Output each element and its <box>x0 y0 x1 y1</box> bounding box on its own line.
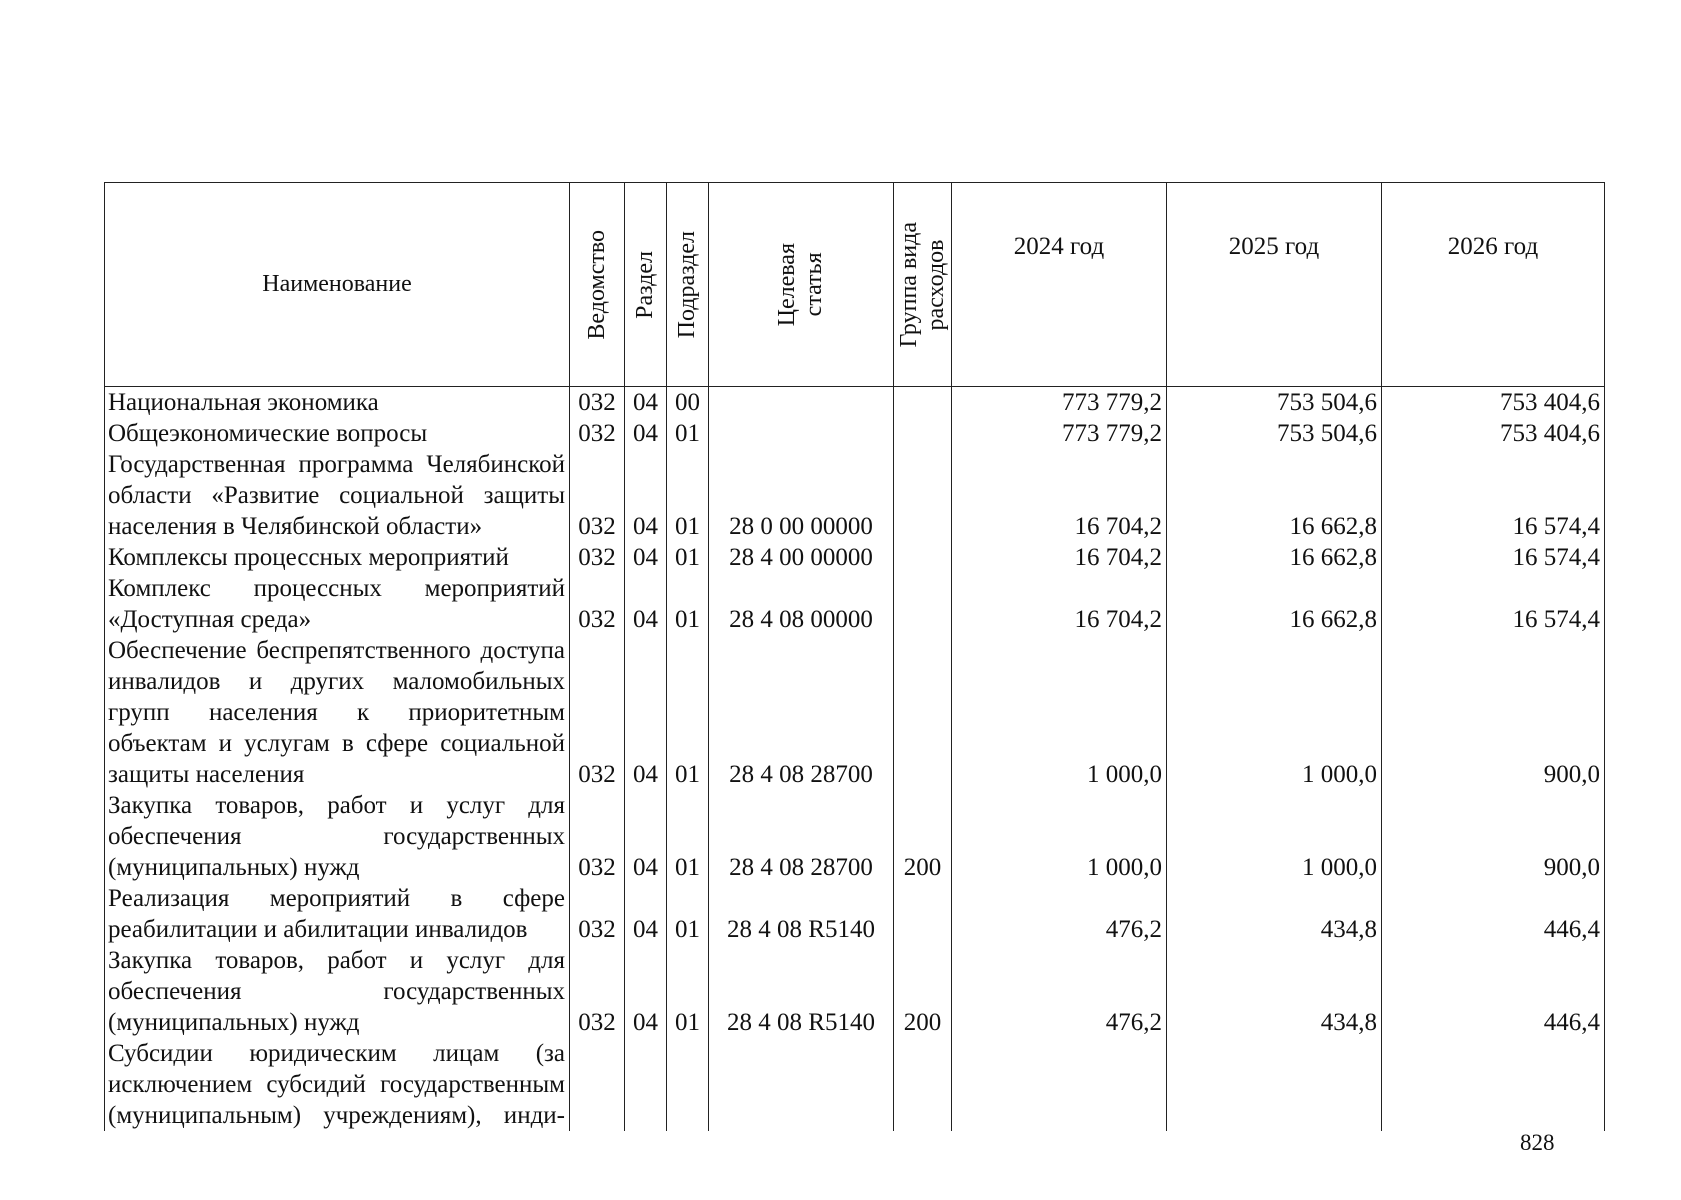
row-target <box>709 1038 894 1131</box>
header-group-label <box>896 222 950 347</box>
row-section: 04 <box>625 542 667 573</box>
row-target: 28 4 00 00000 <box>709 542 894 573</box>
row-section: 04 <box>625 573 667 635</box>
row-value-2025: 434,8 <box>1167 945 1382 1038</box>
row-subsection: 00 <box>667 387 709 419</box>
row-section: 04 <box>625 449 667 542</box>
row-subsection: 01 <box>667 883 709 945</box>
row-value-2026 <box>1382 1038 1605 1131</box>
table-body <box>105 387 1605 1132</box>
row-group <box>894 635 952 790</box>
row-value-2024 <box>952 1038 1167 1131</box>
row-dept: 032 <box>570 449 625 542</box>
header-subsection <box>667 183 709 387</box>
row-subsection: 01 <box>667 945 709 1038</box>
header-group-line-2: расходов <box>922 239 949 330</box>
row-subsection: 01 <box>667 542 709 573</box>
row-target <box>709 418 894 449</box>
header-subsection-label: Подраздел <box>674 230 700 339</box>
row-value-2025: 434,8 <box>1167 883 1382 945</box>
row-subsection: 01 <box>667 635 709 790</box>
row-name: Реализация мероприятий в сфере реабилитации и абилитации инвалидов <box>105 883 570 945</box>
row-name: Комплексы процессных мероприятий <box>105 542 570 573</box>
row-name: Национальная экономика <box>105 387 570 419</box>
header-group-line-1: Группа вида <box>895 221 922 348</box>
row-value-2026: 16 574,4 <box>1382 573 1605 635</box>
table-row <box>105 945 1605 1038</box>
row-group <box>894 542 952 573</box>
row-name: Закупка товаров, работ и услуг для обеспечения государственных (муниципальных) нужд <box>105 790 570 883</box>
row-value-2026: 16 574,4 <box>1382 542 1605 573</box>
row-dept: 032 <box>570 387 625 419</box>
header-section-label: Раздел <box>632 250 658 319</box>
row-value-2025: 753 504,6 <box>1167 387 1382 419</box>
row-section: 04 <box>625 945 667 1038</box>
table-row <box>105 449 1605 542</box>
header-year-2025: 2025 год <box>1167 183 1382 387</box>
row-value-2024: 476,2 <box>952 883 1167 945</box>
row-value-2024: 16 704,2 <box>952 449 1167 542</box>
row-value-2024: 1 000,0 <box>952 635 1167 790</box>
row-name: Государственная программа Челябинской области «Развитие социальной защиты населения в Челябинской области» <box>105 449 570 542</box>
row-subsection <box>667 1038 709 1131</box>
row-target: 28 4 08 28700 <box>709 635 894 790</box>
row-group <box>894 387 952 419</box>
row-value-2024: 1 000,0 <box>952 790 1167 883</box>
row-value-2025: 1 000,0 <box>1167 635 1382 790</box>
header-target <box>709 183 894 387</box>
row-dept: 032 <box>570 418 625 449</box>
row-dept: 032 <box>570 945 625 1038</box>
row-section: 04 <box>625 790 667 883</box>
row-subsection: 01 <box>667 790 709 883</box>
header-year-2024: 2024 год <box>952 183 1167 387</box>
row-section: 04 <box>625 418 667 449</box>
row-dept: 032 <box>570 542 625 573</box>
row-value-2026: 446,4 <box>1382 945 1605 1038</box>
table-row <box>105 635 1605 790</box>
row-dept: 032 <box>570 573 625 635</box>
row-value-2024: 773 779,2 <box>952 387 1167 419</box>
row-value-2024: 773 779,2 <box>952 418 1167 449</box>
header-dept-label: Ведомство <box>583 229 610 340</box>
row-dept: 032 <box>570 883 625 945</box>
table-header-row <box>105 183 1605 387</box>
table-row <box>105 542 1605 573</box>
row-value-2026: 900,0 <box>1382 635 1605 790</box>
row-target: 28 4 08 00000 <box>709 573 894 635</box>
row-group <box>894 573 952 635</box>
row-name: Обеспечение беспрепятственного доступа инвалидов и других маломобильных групп населения к приоритетным объектам и услугам в сфере социальной защиты населения <box>105 635 570 790</box>
row-value-2025: 16 662,8 <box>1167 449 1382 542</box>
page-number: 828 <box>1520 1130 1555 1155</box>
row-value-2025 <box>1167 1038 1382 1131</box>
row-group <box>894 883 952 945</box>
header-group <box>894 183 952 387</box>
row-value-2026: 446,4 <box>1382 883 1605 945</box>
row-value-2024: 16 704,2 <box>952 542 1167 573</box>
header-name: Наименование <box>105 183 570 387</box>
row-value-2025: 16 662,8 <box>1167 573 1382 635</box>
row-target: 28 4 08 R5140 <box>709 883 894 945</box>
row-dept: 032 <box>570 790 625 883</box>
row-name: Общеэкономические вопросы <box>105 418 570 449</box>
row-subsection: 01 <box>667 418 709 449</box>
row-dept: 032 <box>570 635 625 790</box>
row-section <box>625 1038 667 1131</box>
table-row <box>105 387 1605 419</box>
header-section <box>625 183 667 387</box>
row-value-2026: 16 574,4 <box>1382 449 1605 542</box>
row-value-2026: 753 404,6 <box>1382 418 1605 449</box>
row-value-2024: 476,2 <box>952 945 1167 1038</box>
table-row <box>105 1038 1605 1131</box>
row-value-2025: 16 662,8 <box>1167 542 1382 573</box>
row-name: Закупка товаров, работ и услуг для обеспечения государственных (муниципальных) нужд <box>105 945 570 1038</box>
row-subsection: 01 <box>667 573 709 635</box>
budget-table <box>104 182 1605 1131</box>
row-value-2025: 1 000,0 <box>1167 790 1382 883</box>
row-target <box>709 387 894 419</box>
row-group <box>894 449 952 542</box>
row-group <box>894 418 952 449</box>
table-row <box>105 418 1605 449</box>
table-row <box>105 790 1605 883</box>
table-row <box>105 883 1605 945</box>
row-subsection: 01 <box>667 449 709 542</box>
row-value-2026: 753 404,6 <box>1382 387 1605 419</box>
row-section: 04 <box>625 883 667 945</box>
header-target-line-2: статья <box>801 252 827 317</box>
row-section: 04 <box>625 387 667 419</box>
row-value-2024: 16 704,2 <box>952 573 1167 635</box>
row-target: 28 0 00 00000 <box>709 449 894 542</box>
header-year-2026: 2026 год <box>1382 183 1605 387</box>
row-section: 04 <box>625 635 667 790</box>
row-name: Субсидии юридическим лицам (за исключением субсидий государственным (муниципальным) учреждениям), инди- <box>105 1038 570 1131</box>
header-target-line-1: Целевая <box>774 242 800 327</box>
row-value-2026: 900,0 <box>1382 790 1605 883</box>
header-target-label <box>774 243 828 326</box>
row-group <box>894 1038 952 1131</box>
row-target: 28 4 08 R5140 <box>709 945 894 1038</box>
header-dept <box>570 183 625 387</box>
row-target: 28 4 08 28700 <box>709 790 894 883</box>
row-dept <box>570 1038 625 1131</box>
row-name: Комплекс процессных мероприятий «Доступная среда» <box>105 573 570 635</box>
row-value-2025: 753 504,6 <box>1167 418 1382 449</box>
row-group: 200 <box>894 945 952 1038</box>
table-row <box>105 573 1605 635</box>
row-group: 200 <box>894 790 952 883</box>
